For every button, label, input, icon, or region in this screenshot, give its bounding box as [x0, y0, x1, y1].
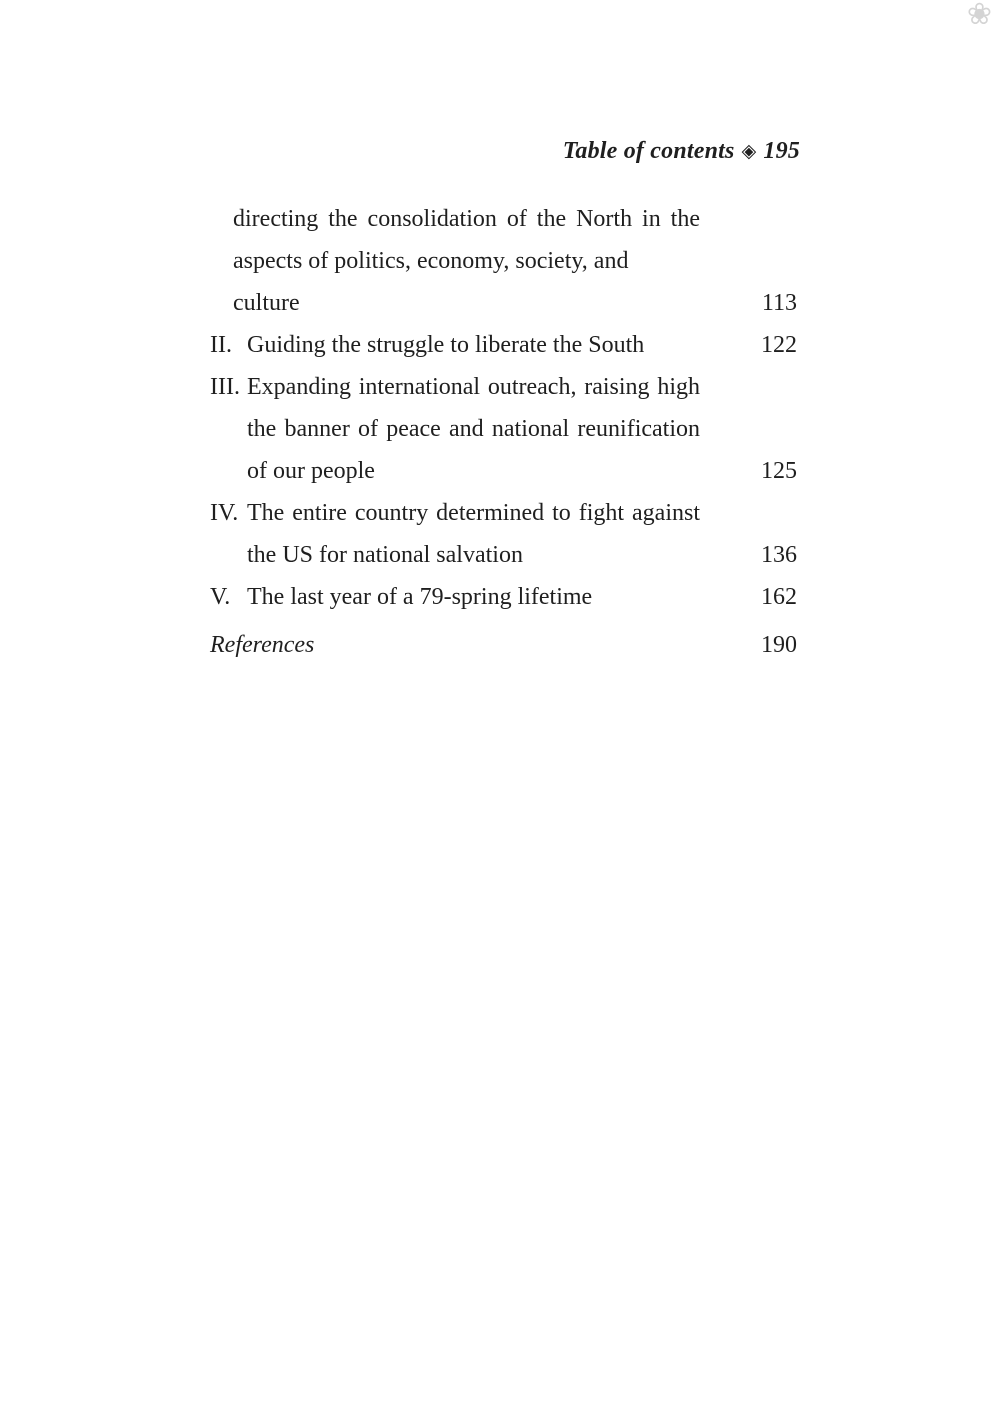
entry-title — [210, 624, 700, 666]
toc-entry — [210, 576, 797, 618]
entry-title — [210, 366, 700, 492]
entry-numeral: II. — [210, 332, 232, 358]
entry-numeral: IV. — [210, 500, 239, 526]
entry-page-number: 125 — [761, 458, 797, 484]
toc-entry — [210, 492, 797, 576]
toc-entry — [210, 198, 797, 324]
toc-entry — [210, 324, 797, 366]
entry-line: directing the consolidation of the North in the — [233, 206, 700, 232]
entry-page-number: 136 — [761, 542, 797, 568]
entry-title — [210, 492, 700, 576]
diamond-icon: ◈ — [741, 140, 757, 162]
entry-title — [210, 324, 700, 366]
entry-page-number: 162 — [761, 584, 797, 610]
entry-line: of our people — [247, 458, 375, 484]
toc-entry — [210, 624, 797, 666]
entry-line: III. Expanding international outreach, raising high — [210, 366, 700, 408]
entry-title — [210, 576, 700, 618]
entry-line: References — [210, 632, 315, 658]
header-page-number: 195 — [763, 138, 800, 164]
entry-numeral: III. — [210, 374, 240, 400]
florette-icon: ❀ — [966, 0, 992, 32]
entry-line: V. The last year of a 79-spring lifetime — [210, 576, 700, 618]
entry-line: II. Guiding the struggle to liberate the South — [210, 324, 700, 366]
entry-title — [210, 198, 700, 324]
entry-numeral: V. — [210, 584, 231, 610]
entry-line: IV. The entire country determined to fight against — [210, 492, 700, 534]
header-title: Table of contents — [562, 138, 735, 164]
entry-page-number: 122 — [761, 332, 797, 358]
toc-list — [210, 198, 797, 666]
toc-entry — [210, 366, 797, 492]
entry-page-number: 113 — [761, 290, 797, 316]
page-header — [0, 136, 800, 166]
entry-page-number: 190 — [761, 632, 797, 658]
entry-line: aspects of politics, economy, society, and culture — [233, 248, 629, 316]
entry-line: the US for national salvation — [247, 542, 523, 568]
entry-line: the banner of peace and national reunification — [247, 416, 700, 442]
